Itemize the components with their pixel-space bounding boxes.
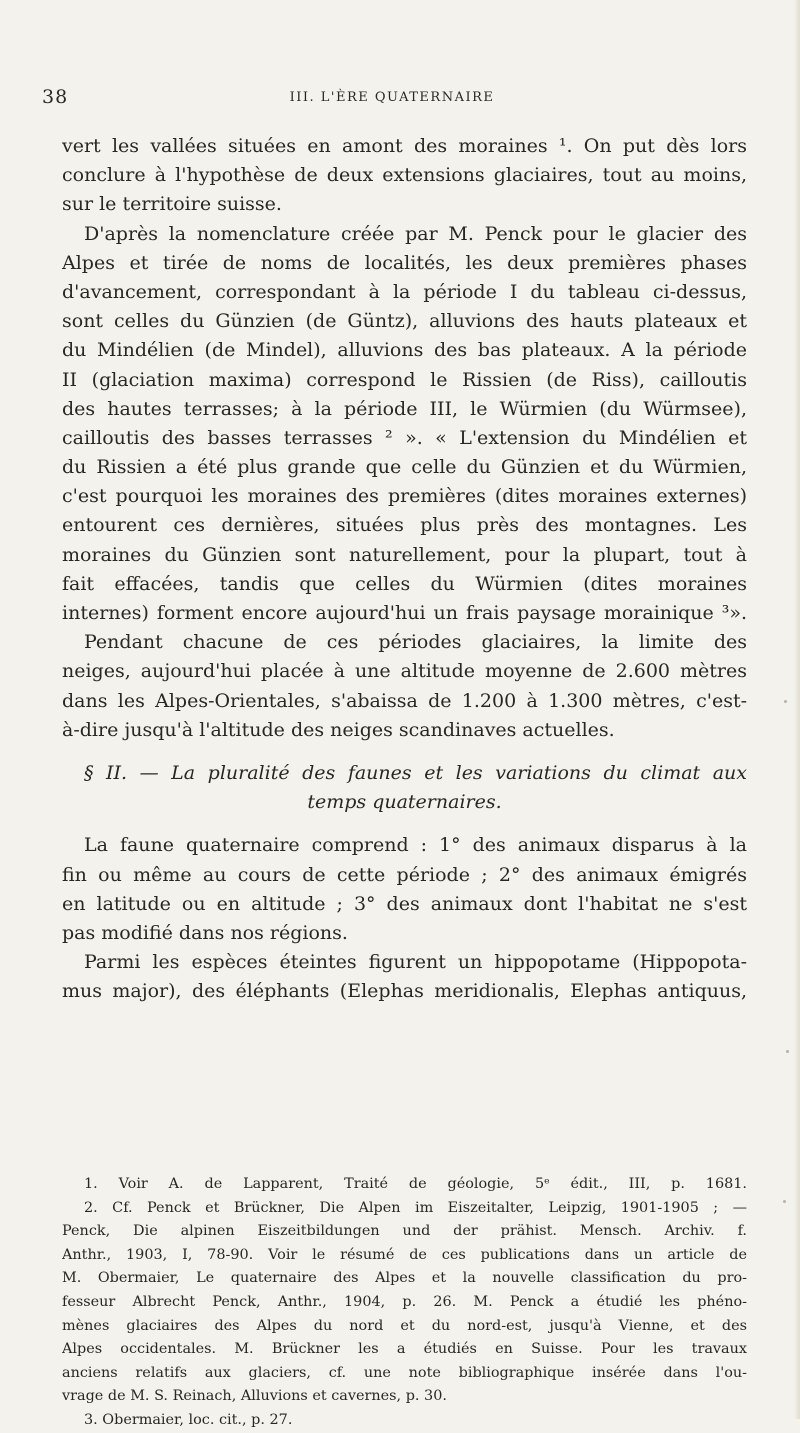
footnote-line: M. Obermaier, Le quaternaire des Alpes et la nouvelle classification du pro- bbox=[62, 1270, 747, 1287]
text-line: mus major), des éléphants (Elephas meridionalis, Elephas antiquus, bbox=[62, 980, 747, 1003]
text-line: du Mindélien (de Mindel), alluvions des bas plateaux. A la période bbox=[62, 339, 747, 362]
text-line: cailloutis des basses terrasses ² ». « L'extension du Mindélien et bbox=[62, 426, 747, 449]
text-line: pas modifié dans nos régions. bbox=[62, 921, 348, 944]
text-line: entourent ces dernières, situées plus près des montagnes. Les bbox=[62, 514, 747, 537]
footnote-line: Penck, Die alpinen Eiszeitbildungen und der prähist. Mensch. Archiv. f. bbox=[62, 1223, 747, 1240]
text-line: sur le territoire suisse. bbox=[62, 193, 282, 216]
footnote-line: 1. Voir A. de Lapparent, Traité de géologie, 5ᵉ édit., III, p. 1681. bbox=[84, 1176, 747, 1192]
paper-speck bbox=[784, 700, 787, 703]
text-line: Alpes et tirée de noms de localités, les deux premières phases bbox=[62, 251, 747, 274]
text-line: neiges, aujourd'hui placée à une altitude moyenne de 2.600 mètres bbox=[62, 660, 747, 683]
section-heading: § II. — La pluralité des faunes et les variations du climat aux bbox=[84, 761, 747, 784]
text-line: en latitude ou en altitude ; 3° des animaux dont l'habitat ne s'est bbox=[62, 892, 747, 915]
section-heading-cont: temps quaternaires. bbox=[307, 791, 502, 814]
text-line: fait effacées, tandis que celles du Würmien (dites moraines bbox=[62, 572, 747, 595]
text-line: II (glaciation maxima) correspond le Rissien (de Riss), cailloutis bbox=[62, 368, 747, 391]
paper-speck bbox=[783, 1200, 786, 1203]
page-number: 38 bbox=[42, 86, 69, 108]
footnote-line: Alpes occidentales. M. Brückner les a étudiés en Suisse. Pour les travaux bbox=[62, 1341, 747, 1358]
text-line: moraines du Günzien sont naturellement, pour la plupart, tout à bbox=[62, 543, 747, 566]
footnotes bbox=[62, 1173, 747, 1433]
text-line: c'est pourquoi les moraines des premières (dites moraines externes) bbox=[62, 485, 747, 508]
text-line: La faune quaternaire comprend : 1° des animaux disparus à la bbox=[84, 834, 747, 857]
text-line: conclure à l'hypothèse de deux extensions glaciaires, tout au moins, bbox=[62, 164, 747, 187]
text-line: Pendant chacune de ces périodes glaciaires, la limite des bbox=[84, 631, 747, 654]
footnote-line: Anthr., 1903, I, 78-90. Voir le résumé de ces publications dans un article de bbox=[62, 1246, 747, 1263]
footnote-line: 2. Cf. Penck et Brückner, Die Alpen im Eiszeitalter, Leipzig, 1901-1905 ; — bbox=[84, 1199, 747, 1216]
text-line: du Rissien a été plus grande que celle du Günzien et du Würmien, bbox=[62, 456, 747, 479]
text-line: à-dire jusqu'à l'altitude des neiges scandinaves actuelles. bbox=[62, 718, 615, 741]
page-header bbox=[42, 86, 742, 110]
text-line: d'avancement, correspondant à la période I du tableau ci-dessus, bbox=[62, 280, 747, 303]
text-line: dans les Alpes-Orientales, s'abaissa de 1.200 à 1.300 mètres, c'est- bbox=[62, 689, 747, 712]
text-line: Parmi les espèces éteintes figurent un hippopotame (Hippopota- bbox=[84, 951, 747, 974]
text-line: vert les vallées situées en amont des moraines ¹. On put dès lors bbox=[62, 135, 747, 157]
running-title: III. L'ÈRE QUATERNAIRE bbox=[289, 90, 495, 105]
footnote-line: mènes glaciaires des Alpes du nord et du nord-est, jusqu'à Vienne, et des bbox=[62, 1317, 747, 1334]
footnote-line: vrage de M. S. Reinach, Alluvions et cavernes, p. 30. bbox=[62, 1388, 447, 1405]
page-edge-shadow bbox=[794, 0, 800, 1419]
text-line: sont celles du Günzien (de Güntz), alluvions des hauts plateaux et bbox=[62, 310, 747, 333]
paper-speck bbox=[786, 1050, 789, 1053]
text-line: fin ou même au cours de cette période ; 2° des animaux émigrés bbox=[62, 863, 747, 886]
text-line: D'après la nomenclature créée par M. Penck pour le glacier des bbox=[84, 222, 747, 245]
main-text bbox=[62, 132, 747, 1006]
text-line: des hautes terrasses; à la période III, le Würmien (du Würmsee), bbox=[62, 397, 747, 420]
footnote-line: fesseur Albrecht Penck, Anthr., 1904, p. 26. M. Penck a étudié les phéno- bbox=[62, 1293, 747, 1310]
text-line: internes) forment encore aujourd'hui un frais paysage morainique ³». bbox=[62, 602, 747, 624]
footnote-line: 3. Obermaier, loc. cit., p. 27. bbox=[84, 1411, 293, 1428]
footnote-line: anciens relatifs aux glaciers, cf. une note bibliographique insérée dans l'ou- bbox=[62, 1364, 747, 1381]
